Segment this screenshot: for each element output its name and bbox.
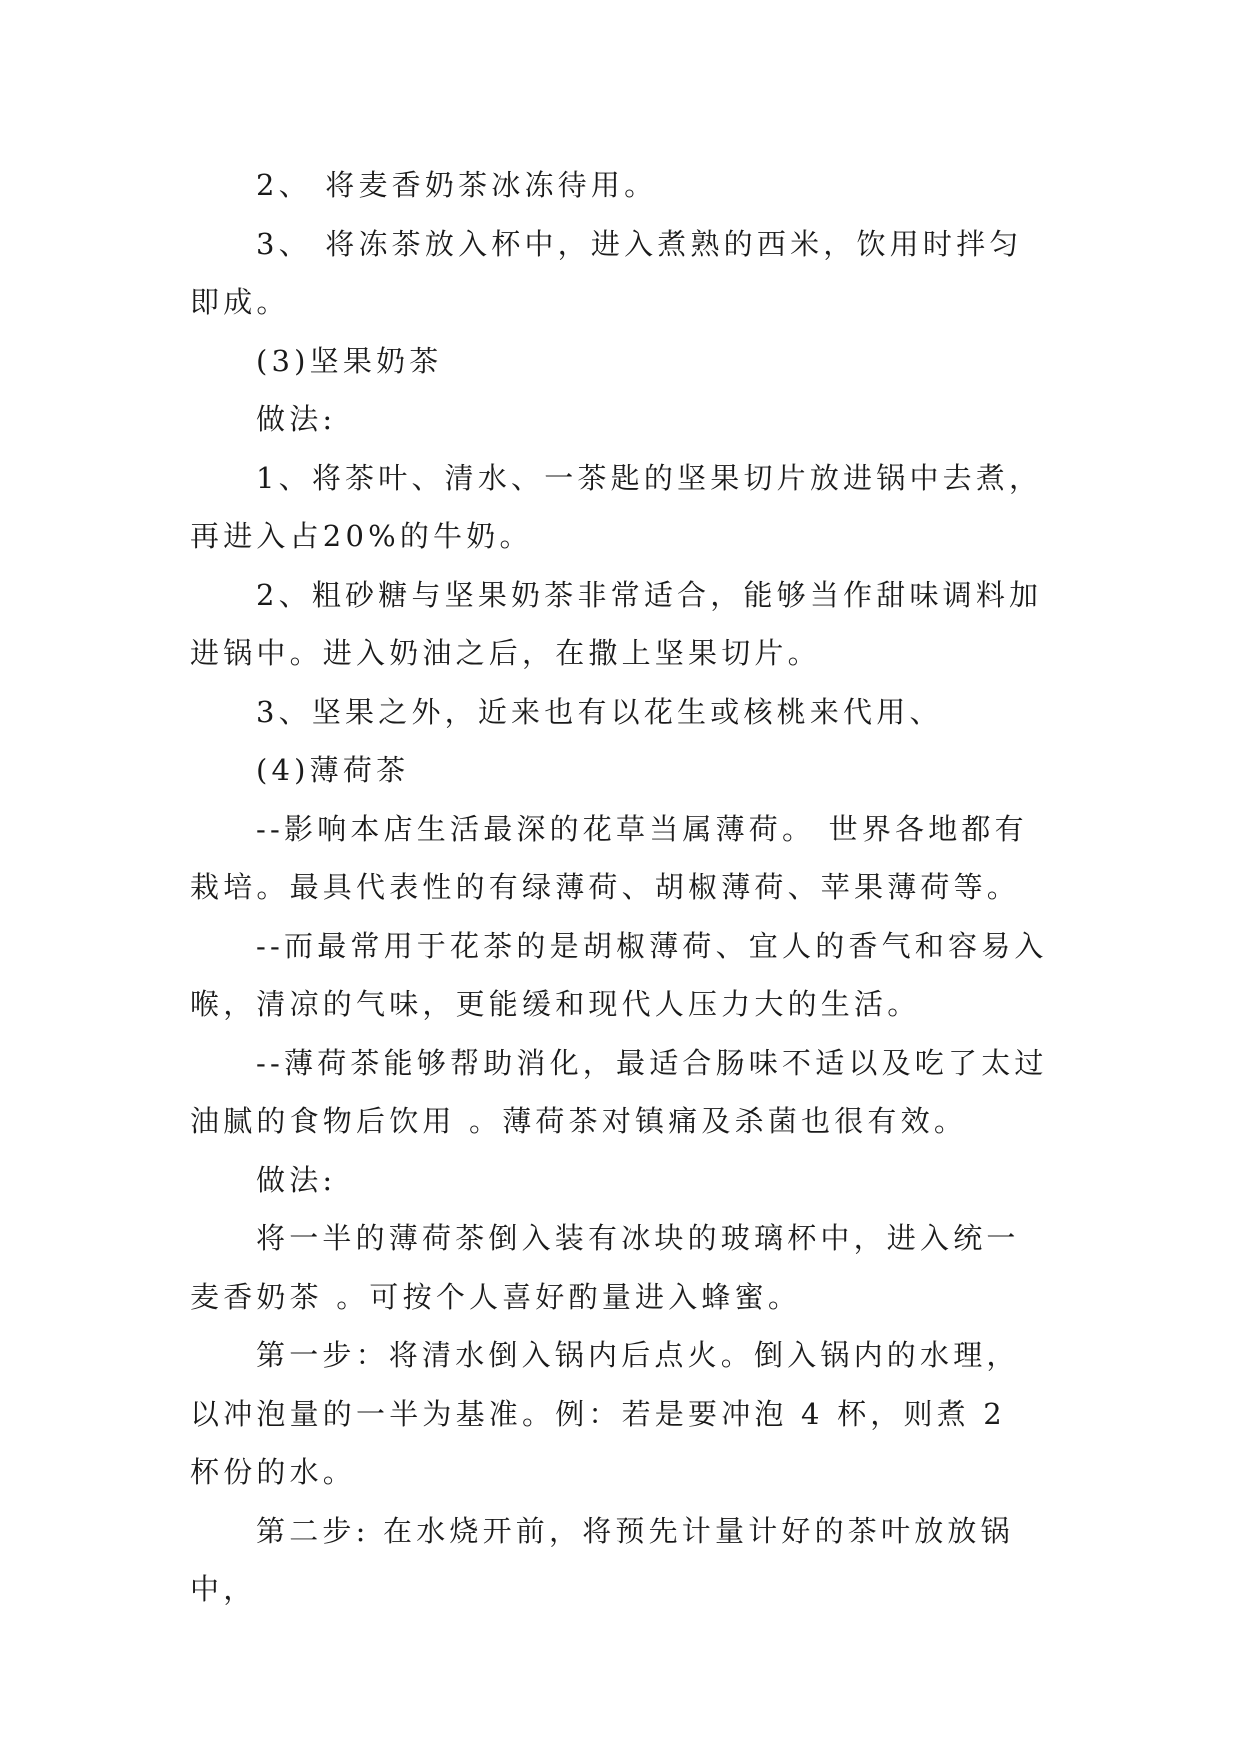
paragraph-7: 3、坚果之外，近来也有以花生或核桃来代用、: [256, 694, 943, 729]
step-two: 第二步: 在水烧开前，将预先计量计好的茶叶放放锅中，: [190, 1513, 1014, 1606]
paragraph-6: 2、粗砂糖与坚果奶茶非常适合，能够当作甜味调料加进锅中。进入奶油之后，在撒上坚果切片。: [190, 577, 1043, 670]
section-heading-nut-milk-tea: (3)坚果奶茶: [256, 343, 443, 378]
paragraph-11: --薄荷茶能够帮助消化，最适合肠味不适以及吃了太过油腻的食物后饮用 。薄荷茶对镇痛及杀菌也很有效。: [190, 1045, 1048, 1138]
paragraph-9: --影响本店生活最深的花草当属薄荷。 世界各地都有栽培。最具代表性的有绿薄荷、胡椒薄荷、苹果薄荷等。: [190, 811, 1028, 904]
method-label-2: 做法:: [256, 1162, 337, 1197]
method-label: 做法:: [256, 402, 337, 436]
paragraph-2: 3、 将冻茶放入杯中，进入煮熟的西米，饮用时拌匀即成。: [190, 226, 1023, 319]
document-page: [190, 156, 1052, 1619]
paragraph-5: 1、将茶叶、清水、一茶匙的坚果切片放进锅中去煮，再进入占20%的牛奶。: [190, 460, 1043, 553]
paragraph-13: 将一半的薄荷茶倒入装有冰块的玻璃杯中，进入统一麦香奶茶 。可按个人喜好酌量进入蜂蜜。: [190, 1221, 1020, 1314]
paragraph-10: --而最常用于花茶的是胡椒薄荷、宜人的香气和容易入喉，清凉的气味，更能缓和现代人压力大的生活。: [190, 928, 1048, 1021]
section-heading-mint-tea: (4)薄荷茶: [256, 753, 410, 787]
paragraph-1: 2、 将麦香奶茶冰冻待用。: [256, 168, 658, 202]
step-one: 第一步：将清水倒入锅内后点火。倒入锅内的水理，以冲泡量的一半为基准。例：若是要冲泡 4 杯，则煮 2 杯份的水。: [190, 1338, 1020, 1489]
